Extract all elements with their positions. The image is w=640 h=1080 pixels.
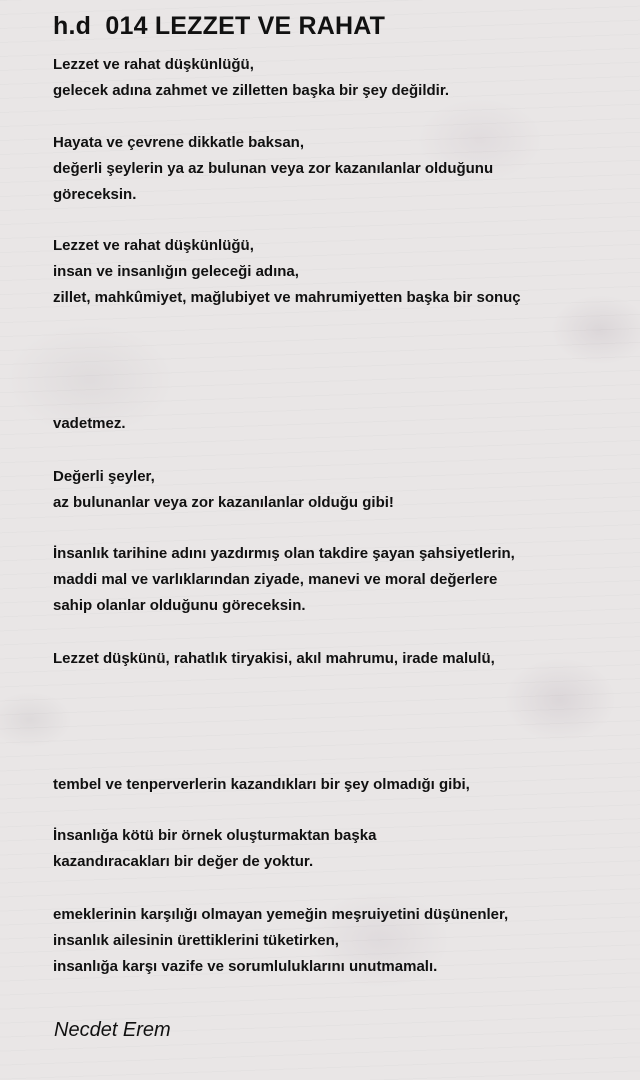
poem-line: Değerli şeyler, [53,468,155,485]
stanza-9 [53,823,376,875]
stanza-7 [53,646,495,672]
poem-author: Necdet Erem [54,1019,171,1041]
stanza-3 [53,233,521,311]
poem-line: Lezzet ve rahat düşkünlüğü, [53,56,254,73]
poem-line: göreceksin. [53,186,137,203]
poem-line: gelecek adına zahmet ve zilletten başka bir şey değildir. [53,82,449,99]
poem-line: İnsanlığa kötü bir örnek oluşturmaktan başka [53,827,377,844]
poem-line: zillet, mahkûmiyet, mağlubiyet ve mahrumiyetten başka bir sonuç [53,289,521,306]
poem-line: az bulunanlar veya zor kazanılanlar olduğu gibi! [53,494,394,511]
poem-line: maddi mal ve varlıklarından ziyade, manevi ve moral değerlere [53,571,498,588]
poem-line: insanlığa karşı vazife ve sorumluluklarını unutmamalı. [53,958,438,975]
stanza-5 [53,464,394,516]
stanza-8 [53,772,470,798]
poem-line: tembel ve tenperverlerin kazandıkları bir şey olmadığı gibi, [53,776,470,793]
poem-line: kazandıracakları bir değer de yoktur. [53,853,314,870]
stanza-6 [53,541,515,619]
poem-line: emeklerinin karşılığı olmayan yemeğin meşruiyetini düşünenler, [53,906,509,923]
stanza-2 [53,130,493,208]
poem-line: vadetmez. [53,415,126,432]
poem-line: Lezzet düşkünü, rahatlık tiryakisi, akıl mahrumu, irade malulü, [53,650,495,667]
poem-line: insan ve insanlığın geleceği adına, [53,263,299,280]
poem-line: Hayata ve çevrene dikkatle baksan, [53,134,304,151]
poem-line: sahip olanlar olduğunu göreceksin. [53,597,306,614]
stanza-10 [53,902,508,980]
poem-line: İnsanlık tarihine adını yazdırmış olan takdire şayan şahsiyetlerin, [53,545,515,562]
poem-line: değerli şeylerin ya az bulunan veya zor kazanılanlar olduğunu [53,160,494,177]
poem-title: h.d 014 LEZZET VE RAHAT [53,12,386,40]
stanza-1 [53,52,449,104]
poem-line: Lezzet ve rahat düşkünlüğü, [53,237,254,254]
stanza-4 [53,411,126,437]
poem-line: insanlık ailesinin ürettiklerini tüketirken, [53,932,339,949]
